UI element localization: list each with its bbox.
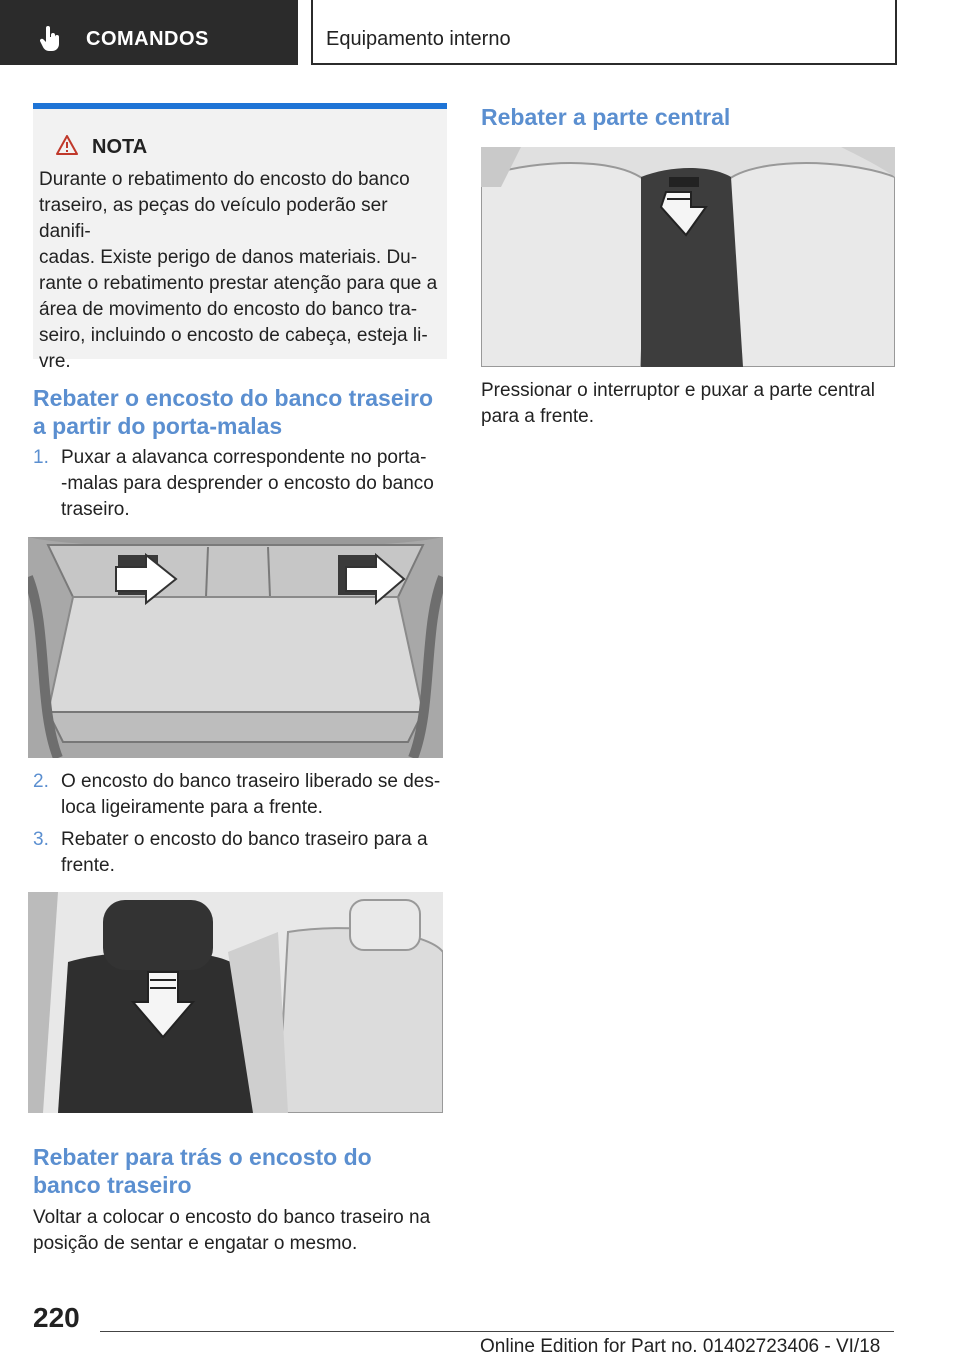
note-title: NOTA	[92, 136, 148, 158]
center-armrest-image	[481, 147, 895, 367]
fold-back-instruction: Voltar a colocar o encosto do banco traseiro na posição de sentar e engatar o mesmo.	[33, 1207, 431, 1254]
header-section-title: COMANDOS	[86, 28, 209, 50]
note-text: Durante o rebatimento do encosto do banco traseiro, as peças do veículo poderão ser danifi- cadas. Existe perigo de danos materiais. Du- rante o rebatimento prestar atenção para que a área de movimento do encosto do banco tra- seiro, incluindo o encosto de cabeça, esteja li- vre.	[39, 169, 438, 372]
step-text: Rebater o encosto do banco traseiro para a frente.	[61, 829, 428, 876]
section-heading-fold-from-trunk: Rebater o encosto do banco traseiro a partir do porta-malas	[33, 385, 434, 439]
page-number: 220	[33, 1302, 80, 1333]
trunk-release-lever-image	[28, 537, 443, 758]
warning-triangle-icon	[56, 135, 78, 160]
warning-note-box	[33, 103, 447, 372]
section-heading-fold-back: Rebater para trás o encosto do banco traseiro	[33, 1144, 372, 1198]
step-text: O encosto do banco traseiro liberado se des- loca ligeiramente para a frente.	[61, 771, 441, 818]
step-number: 3.	[33, 829, 49, 850]
footer-edition: Online Edition for Part no. 01402723406 - VI/18	[480, 1336, 881, 1357]
step-1	[33, 445, 447, 525]
step-2	[33, 769, 447, 823]
header-subsection-box	[311, 0, 897, 65]
rear-seat-fold-forward-image	[28, 892, 443, 1113]
step-number: 2.	[33, 771, 49, 792]
pointing-hand-icon	[40, 26, 62, 57]
center-part-instruction: Pressionar o interruptor e puxar a parte central para a frente.	[481, 380, 875, 427]
section-heading-center-part: Rebater a parte central	[481, 104, 731, 130]
header-section-tab	[0, 0, 298, 65]
step-3	[33, 827, 447, 881]
header-subsection-title: Equipamento interno	[326, 28, 511, 50]
step-text: Puxar a alavanca correspondente no porta- -malas para desprender o encosto do banco traseiro.	[61, 447, 434, 520]
step-number: 1.	[33, 447, 49, 468]
footer-divider	[100, 1331, 894, 1332]
